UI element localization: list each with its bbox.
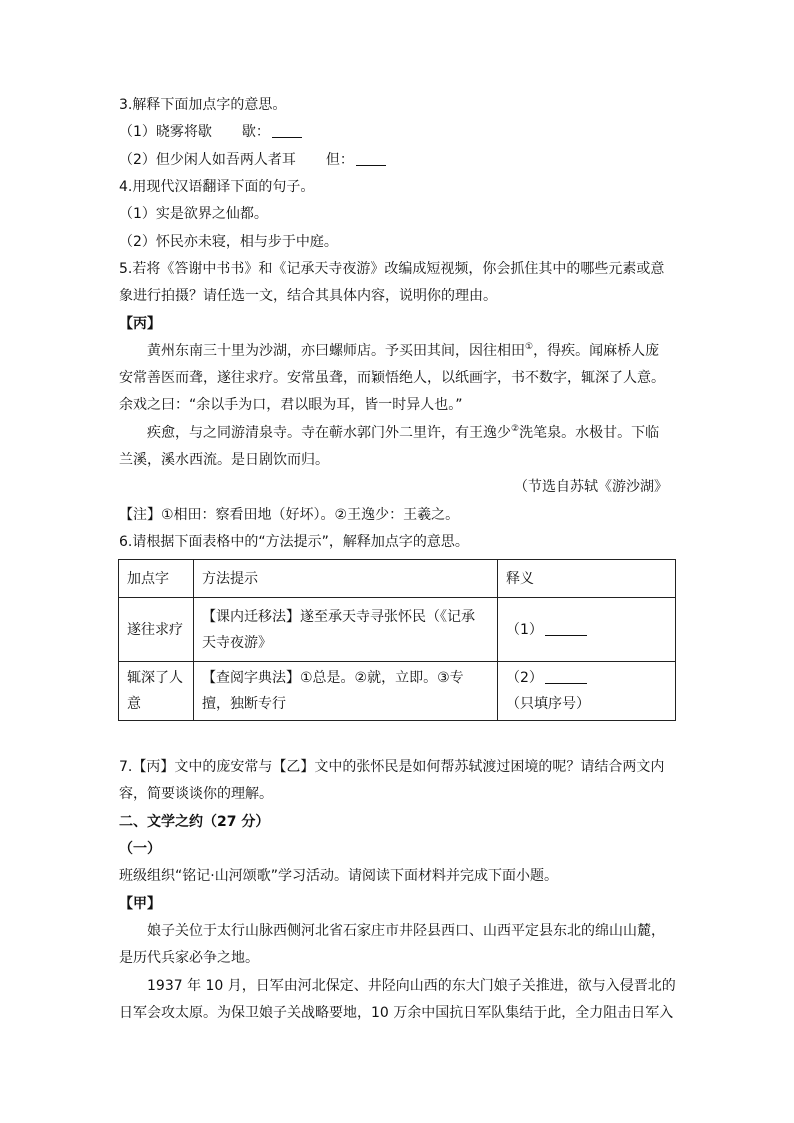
q3-title: 3.解释下面加点字的意思。	[119, 97, 287, 113]
bing-p1-line-3: 余戏之曰：“余以手为口，君以眼为耳，皆一时异人也。”	[119, 397, 463, 413]
bing-p1-line-2: 安常善医而聋，遂往求疗。安常虽聋，而颖悟绝人，以纸画字，书不数字，辄深了人意。	[119, 370, 665, 386]
bing-p1-line-1: 黄州东南三十里为沙湖，亦曰螺师店。予买田其间，因往相田①，得疾。闻麻桥人庞	[147, 342, 660, 359]
q3-item-1	[119, 120, 302, 144]
q4-item-1: （1）实是欲界之仙都。	[119, 206, 268, 222]
bing-source: （节选自苏轼《游沙湖》	[514, 479, 668, 495]
table-header-cell: 加点字	[119, 560, 194, 598]
table-cell-hint: 【查阅字典法】①总是。②就，立即。③专 擅，独断专行	[194, 662, 498, 721]
q3-item-2-text: （2）但少闲人如吾两人者耳	[119, 152, 296, 168]
table-row	[119, 662, 676, 721]
footnote-marker: ①	[525, 342, 534, 352]
table-cell-word: 辄深了人 意	[119, 662, 194, 721]
q6-table	[118, 559, 676, 721]
jia-p2-line-1: 1937 年 10 月，日军由河北保定、井陉向山西的东大门娘子关推进，欲与入侵晋北的	[147, 978, 676, 994]
table-cell-answer: （1）	[498, 598, 676, 662]
q3-item-1-text: （1）晓雾将歇	[119, 124, 212, 140]
bing-p2-line-1: 疾愈，与之同游清泉寺。寺在蕲水郭门外二里许，有王逸少②洗笔泉。水极甘。下临	[147, 424, 660, 441]
q7-line-1: 7.【丙】文中的庞安常与【乙】文中的张怀民是如何帮苏轼渡过困境的呢？请结合两文内	[119, 759, 665, 775]
jia-p1-line-1: 娘子关位于太行山脉西侧河北省石家庄市井陉县西口、山西平定县东北的绵山山麓，	[147, 923, 665, 939]
section-2-sub: （一）	[119, 841, 161, 857]
table-row	[119, 598, 676, 662]
table-cell-answer: （2）（只填序号）	[498, 662, 676, 721]
q3-item-2	[119, 148, 386, 172]
answer-blank[interactable]	[545, 621, 587, 636]
q5-line-1: 5.若将《答谢中书书》和《记承天寺夜游》改编成短视频，你会抓住其中的哪些元素或意	[119, 261, 665, 277]
bing-heading: 【丙】	[119, 316, 161, 332]
table-header-row	[119, 560, 676, 598]
table-cell-hint: 【课内迁移法】遂至承天寺寻张怀民（《记承 天寺夜游》	[194, 598, 498, 662]
answer-blank[interactable]	[272, 123, 302, 138]
q3-item-2-word: 但：	[325, 152, 354, 168]
table-header-cell: 方法提示	[194, 560, 498, 598]
q3-item-1-word: 歇：	[241, 124, 270, 140]
jia-p1-line-2: 是历代兵家必争之地。	[119, 950, 259, 966]
q5-line-2: 象进行拍摄？请任选一文，结合其具体内容，说明你的理由。	[119, 288, 497, 304]
bing-note: 【注】①相田：察看田地（好坏）。②王逸少：王羲之。	[119, 507, 460, 523]
q6-title: 6.请根据下面表格中的“方法提示”，解释加点字的意思。	[119, 534, 469, 550]
q4-title: 4.用现代汉语翻译下面的句子。	[119, 179, 315, 195]
q4-item-2: （2）怀民亦未寝，相与步于中庭。	[119, 234, 338, 250]
answer-blank[interactable]	[356, 151, 386, 166]
section-2-intro: 班级组织“铭记·山河颂歌”学习活动。请阅读下面材料并完成下面小题。	[119, 868, 558, 884]
bing-p2-line-2: 兰溪，溪水西流。是日剧饮而归。	[119, 452, 329, 468]
table-cell-word: 遂往求疗	[119, 598, 194, 662]
answer-blank[interactable]	[545, 669, 587, 684]
jia-p2-line-2: 日军会攻太原。为保卫娘子关战略要地，10 万余中国抗日军队集结于此，全力阻击日军入	[119, 1005, 674, 1021]
footnote-marker: ②	[511, 424, 520, 434]
q7-line-2: 容，简要谈谈你的理解。	[119, 786, 273, 802]
jia-heading: 【甲】	[119, 896, 161, 912]
section-2-title: 二、文学之约（27 分）	[119, 814, 270, 830]
table-header-cell: 释义	[498, 560, 676, 598]
